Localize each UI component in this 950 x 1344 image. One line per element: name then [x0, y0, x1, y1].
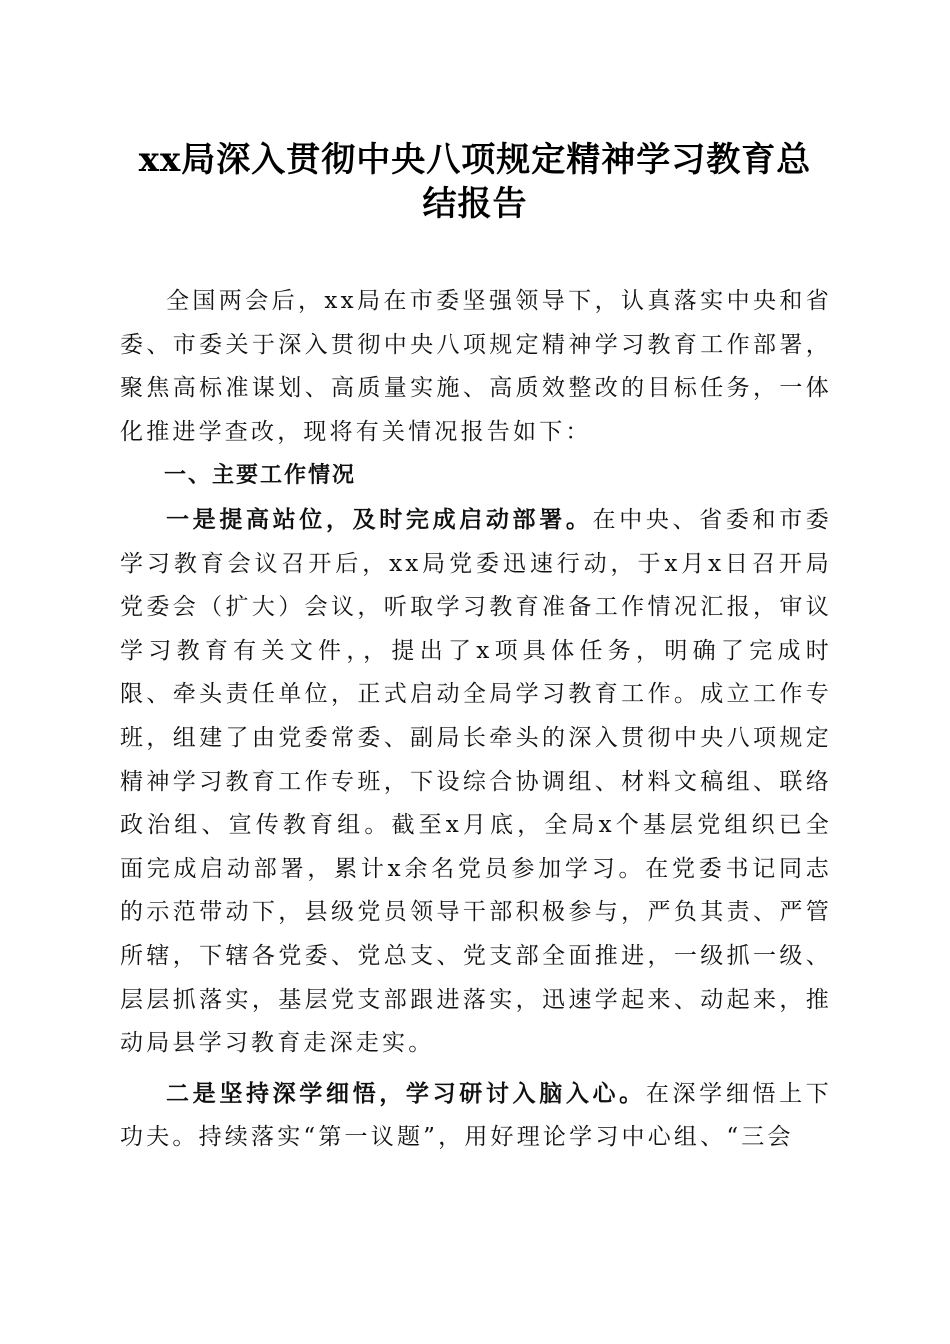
item-1-body: 在中央、省委和市委学习教育会议召开后，xx局党委迅速行动，于x月x日召开局党委会（扩大）会议，听取学习教育准备工作情况汇报，审议学习教育有关文件，，提出了x项具体任务，明确了完成时限、牵头责任单位，正式启动全局学习教育工作。成立工作专班，组建了由党委常委、副局长牵头的深入贯彻中央八项规定精神学习教育工作专班，下设综合协调组、材料文稿组、联络政治组、宣传教育组。截至x月底，全局x个基层党组织已全面完成启动部署，累计x余名党员参加学习。在党委书记同志的示范带动下，县级党员领导干部积极参与，严负其责、严管所辖，下辖各党委、党总支、党支部全面推进，一级抓一级、层层抓落实，基层党支部跟进落实，迅速学起来、动起来，推动局县学习教育走深走实。: [120, 506, 832, 1057]
item-2-body: 在深学细悟上下功夫。持续落实“第一议题”，用好理论学习中心组、“三会: [120, 1080, 832, 1151]
item-2-paragraph: [120, 1072, 832, 1160]
item-1-paragraph: [120, 498, 832, 1066]
item-2-lead: 二是坚持深学细悟，学习研讨入脑入心。: [166, 1079, 646, 1107]
intro-paragraph: 全国两会后，xx局在市委坚强领导下，认真落实中央和省委、市委关于深入贯彻中央八项规定精神学习教育工作部署，聚焦高标准谋划、高质量实施、高质效整改的目标任务，一体化推进学查改，现将有关情况报告如下：: [120, 288, 832, 445]
title-line-2: 结报告: [422, 184, 528, 224]
item-1-lead: 一是提高站位，及时完成启动部署。: [166, 505, 593, 533]
title-line-1: xx局深入贯彻中央八项规定精神学习教育总: [138, 140, 812, 180]
document-title: [100, 138, 850, 226]
section-heading: 一、主要工作情况: [164, 463, 357, 489]
document-body: [120, 280, 832, 1160]
